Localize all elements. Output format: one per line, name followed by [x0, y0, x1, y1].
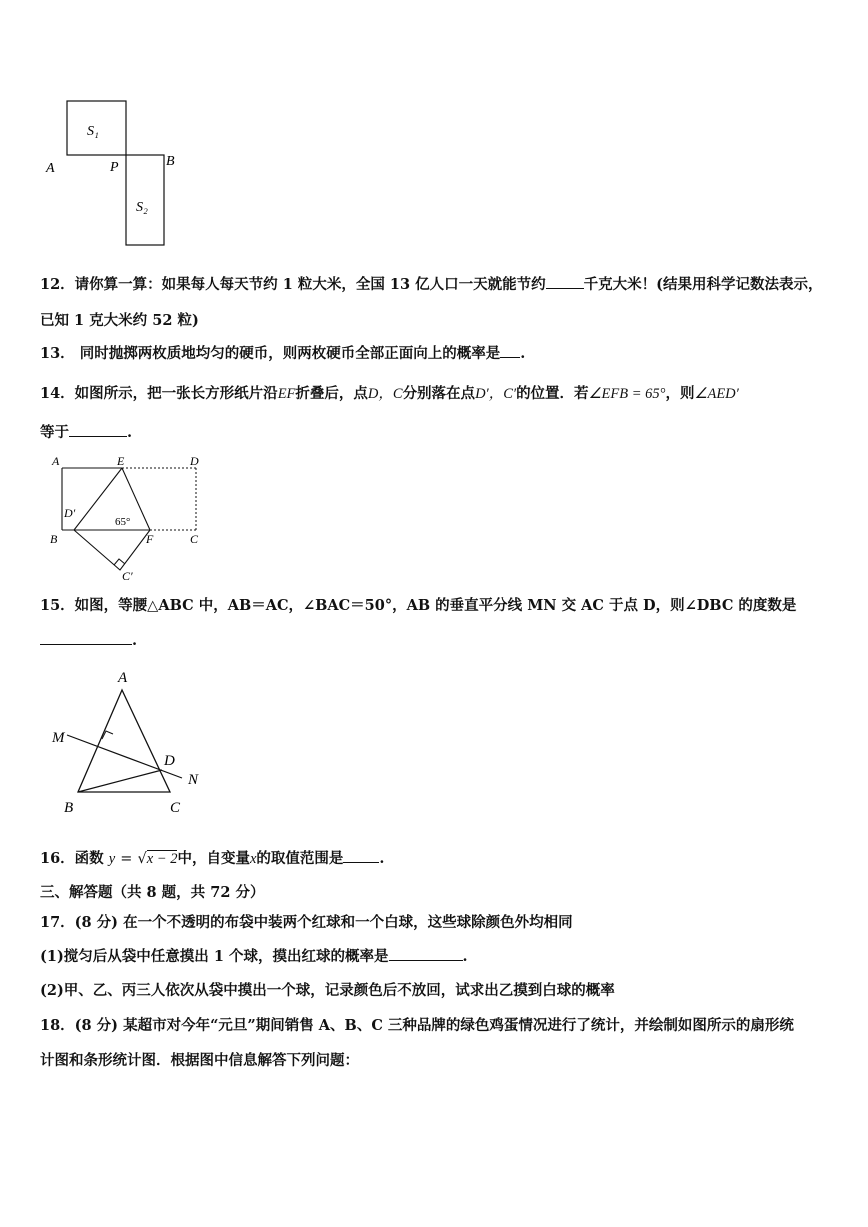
figure-folded-rectangle — [40, 450, 220, 585]
q17-answer-blank[interactable] — [389, 946, 463, 961]
q14-text-e: ，则 — [665, 385, 695, 402]
q15-end: . — [132, 632, 138, 649]
q12-text-post: 千克大米！(结果用科学记数法表示， — [583, 276, 823, 293]
q14-angle2: ∠AED′ — [694, 386, 739, 402]
q14-angle1: ∠EFB = 65° — [588, 386, 666, 402]
q16-text-a: 16．函数 — [40, 850, 104, 867]
label-b: B — [166, 154, 175, 169]
question-15-line1: 15．如图，等腰△ABC 中，AB＝AC，∠BAC＝50°，AB 的垂直平分线 MN 交 AC 于点 D，则∠DBC 的度数是 — [40, 597, 797, 614]
q14-ef: EF — [277, 386, 296, 402]
question-15-line2 — [40, 630, 137, 649]
q14-dpcp: D′，C′ — [475, 386, 517, 402]
label-n: N — [188, 772, 199, 788]
label-s2: S₂ — [136, 200, 148, 215]
question-18-line2: 计图和条形统计图．根据图中信息解答下列问题： — [40, 1052, 359, 1069]
question-12-line1 — [40, 273, 823, 294]
q15-answer-blank[interactable] — [40, 630, 132, 645]
q14-line2-text: 等于 — [40, 424, 69, 441]
q16-formula-eq: = — [120, 851, 133, 867]
q14-line2-end: . — [127, 424, 133, 441]
q16-sqrt-sign: √ — [137, 851, 147, 867]
q13-answer-blank[interactable] — [500, 343, 520, 358]
q17-sub1-text: (1)搅匀后从袋中任意摸出 1 个球，摸出红球的概率是 — [40, 948, 389, 965]
label-d-prime: D′ — [64, 506, 76, 520]
label-e: E — [117, 454, 125, 468]
q12-answer-blank[interactable] — [546, 274, 584, 289]
q16-text-c: 的取值范围是 — [256, 850, 344, 867]
question-17-sub2: (2)甲、乙、丙三人依次从袋中摸出一个球，记录颜色后不放回，试求出乙摸到白球的概率 — [40, 982, 615, 999]
q14-text-a: 14．如图所示，把一张长方形纸片沿 — [40, 385, 278, 402]
question-12-line2: 已知 1 克大米约 52 粒) — [40, 312, 199, 329]
right-angle-mark — [114, 559, 125, 565]
label-a: A — [46, 161, 55, 176]
q13-text: 13． 同时抛掷两枚质地均匀的硬币，则两枚硬币全部正面向上的概率是 — [40, 345, 501, 362]
q12-text-pre: 12．请你算一算：如果每人每天节约 1 粒大米，全国 13 亿人口一天就能节约 — [40, 276, 546, 293]
label-c: C — [170, 800, 181, 816]
q14-text-b: 折叠后，点 — [295, 385, 368, 402]
label-f: F — [146, 532, 154, 546]
question-17-sub1 — [40, 945, 468, 966]
segment-bd — [78, 770, 162, 792]
question-14-line1 — [40, 382, 739, 403]
question-18-line1: 18．(8 分) 某超市对今年“元旦”期间销售 A、B、C 三种品牌的绿色鸡蛋情况进行了统计，并绘制如图所示的扇形统 — [40, 1017, 794, 1034]
label-c-prime: C′ — [122, 569, 133, 583]
section-3-heading: 三、解答题（共 8 题，共 72 分） — [40, 884, 265, 901]
label-s1: S₁ — [87, 124, 99, 139]
label-a: A — [52, 454, 60, 468]
q14-text-d: 的位置．若 — [516, 385, 589, 402]
label-c: C — [190, 532, 199, 546]
question-14-line2 — [40, 421, 132, 442]
question-17-line1: 17．(8 分) 在一个不透明的布袋中装两个红球和一个白球，这些球除颜色外均相同 — [40, 914, 573, 931]
q17-sub1-end: . — [462, 948, 468, 965]
figure-isosceles-triangle — [40, 660, 220, 820]
label-b: B — [50, 532, 58, 546]
q16-end: . — [379, 850, 385, 867]
q16-text-b: 中，自变量 — [177, 850, 250, 867]
label-m: M — [52, 730, 65, 746]
folded-part — [74, 530, 150, 570]
question-13 — [40, 342, 525, 363]
q14-dc: D，C — [367, 386, 403, 402]
q16-radicand: x − 2 — [146, 851, 178, 867]
figure-squares — [40, 95, 200, 255]
q16-var: x — [249, 851, 257, 867]
q13-end: . — [520, 345, 526, 362]
label-b: B — [64, 800, 74, 816]
q16-formula-y: y — [108, 851, 116, 867]
triangle-abc — [78, 690, 170, 792]
q16-answer-blank[interactable] — [343, 848, 379, 863]
q14-answer-blank[interactable] — [69, 422, 127, 437]
q14-text-c: 分别落在点 — [402, 385, 476, 402]
label-a: A — [118, 670, 128, 686]
label-p: P — [110, 160, 119, 175]
label-angle: 65° — [115, 516, 131, 528]
question-16 — [40, 847, 384, 868]
label-d: D — [190, 454, 199, 468]
label-d: D — [164, 753, 175, 769]
